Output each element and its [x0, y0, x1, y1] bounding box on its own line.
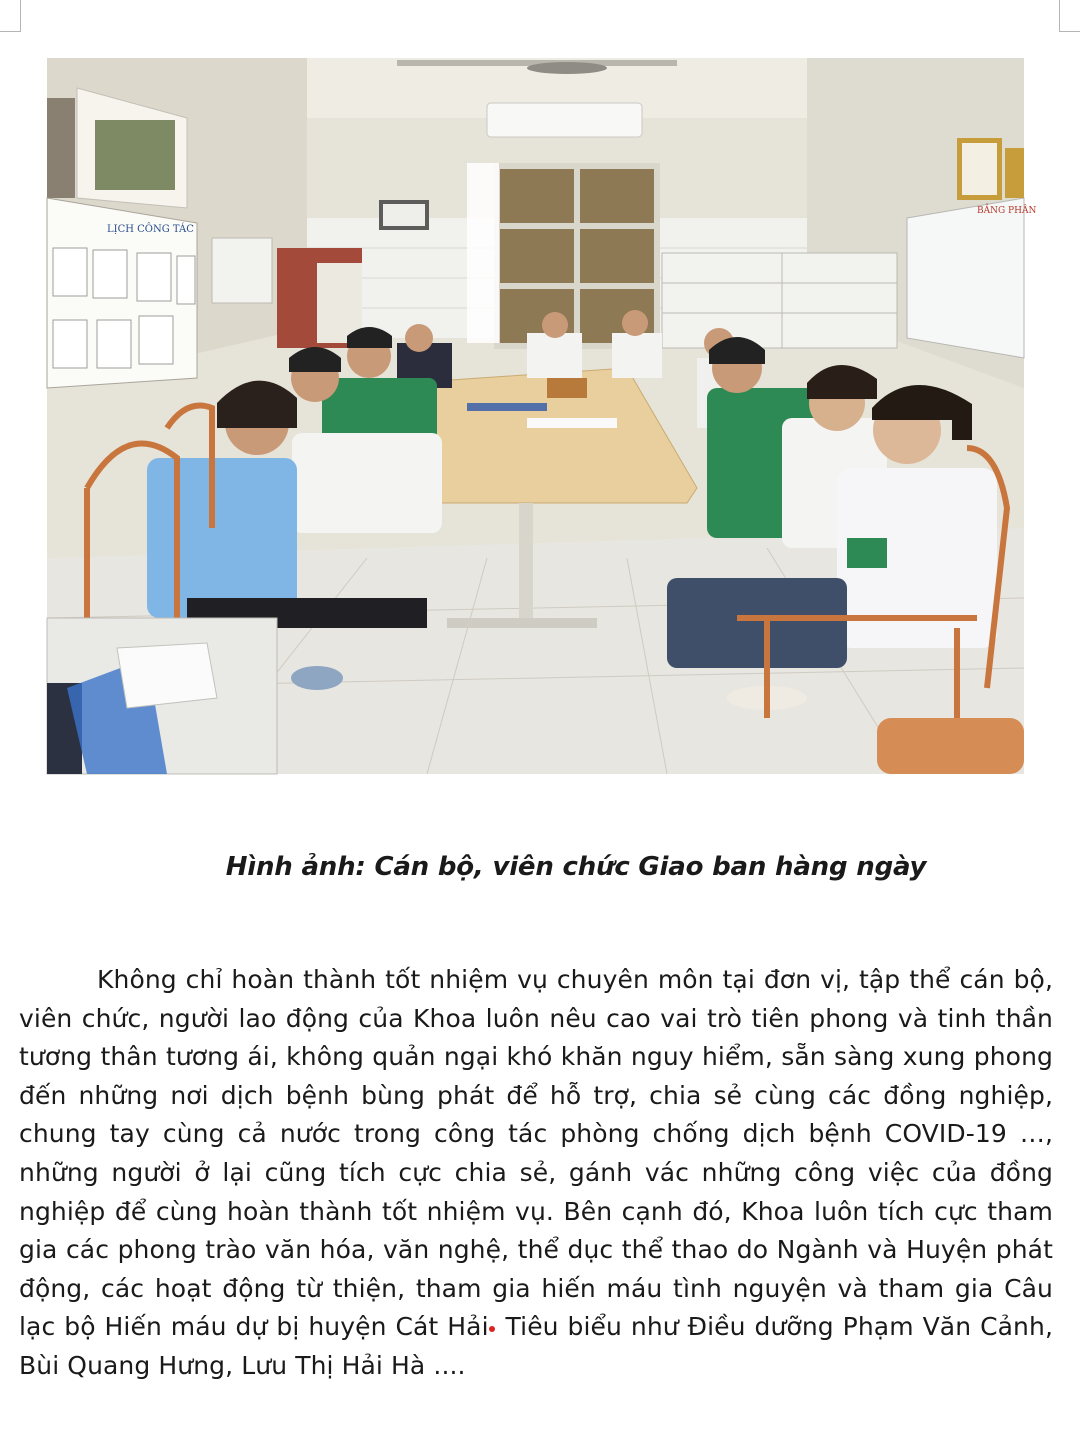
- page-corner-mark-left: [0, 0, 21, 32]
- body-paragraph: [19, 961, 1053, 1386]
- meeting-photo: [47, 58, 1037, 774]
- right-board-title: BẢNG PHÂN: [977, 206, 1037, 216]
- page-corner-mark-right: [1059, 0, 1080, 32]
- paragraph-text-part-2: Tiêu biểu như Điều dưỡng Phạm Văn Cảnh, Bùi Quang Hưng, Lưu Thị Hải Hà ....: [19, 1312, 1053, 1380]
- paragraph-text-part-1: Không chỉ hoàn thành tốt nhiệm vụ chuyên môn tại đơn vị, tập thể cán bộ, viên chức, người lao động của Khoa luôn nêu cao vai trò tiên phong và tinh thần tương thân tương ái, không quản ngại khó khăn nguy hiểm, sẵn sàng xung phong đến những nơi dịch bệnh bùng phát để hỗ trợ, chia sẻ cùng các đồng nghiệp, chung tay cùng cả nước trong công tác phòng chống dịch bệnh COVID-19 …, những người ở lại cũng tích cực chia sẻ, gánh vác những công việc của đồng nghiệp để cùng hoàn thành tốt nhiệm vụ. Bên cạnh đó, Khoa luôn tích cực tham gia các phong trào văn hóa, văn nghệ, thể dục thể thao do Ngành và Huyện phát động, các hoạt động từ thiện, tham gia hiến máu tình nguyện và tham gia Câu lạc bộ Hiến máu dự bị huyện Cát Hải: [19, 965, 1053, 1342]
- photo-caption: Hình ảnh: Cán bộ, viên chức Giao ban hàng ngày: [225, 852, 927, 882]
- red-dot-mark: [489, 1326, 495, 1332]
- schedule-board-title: LỊCH CÔNG TÁC: [107, 224, 194, 235]
